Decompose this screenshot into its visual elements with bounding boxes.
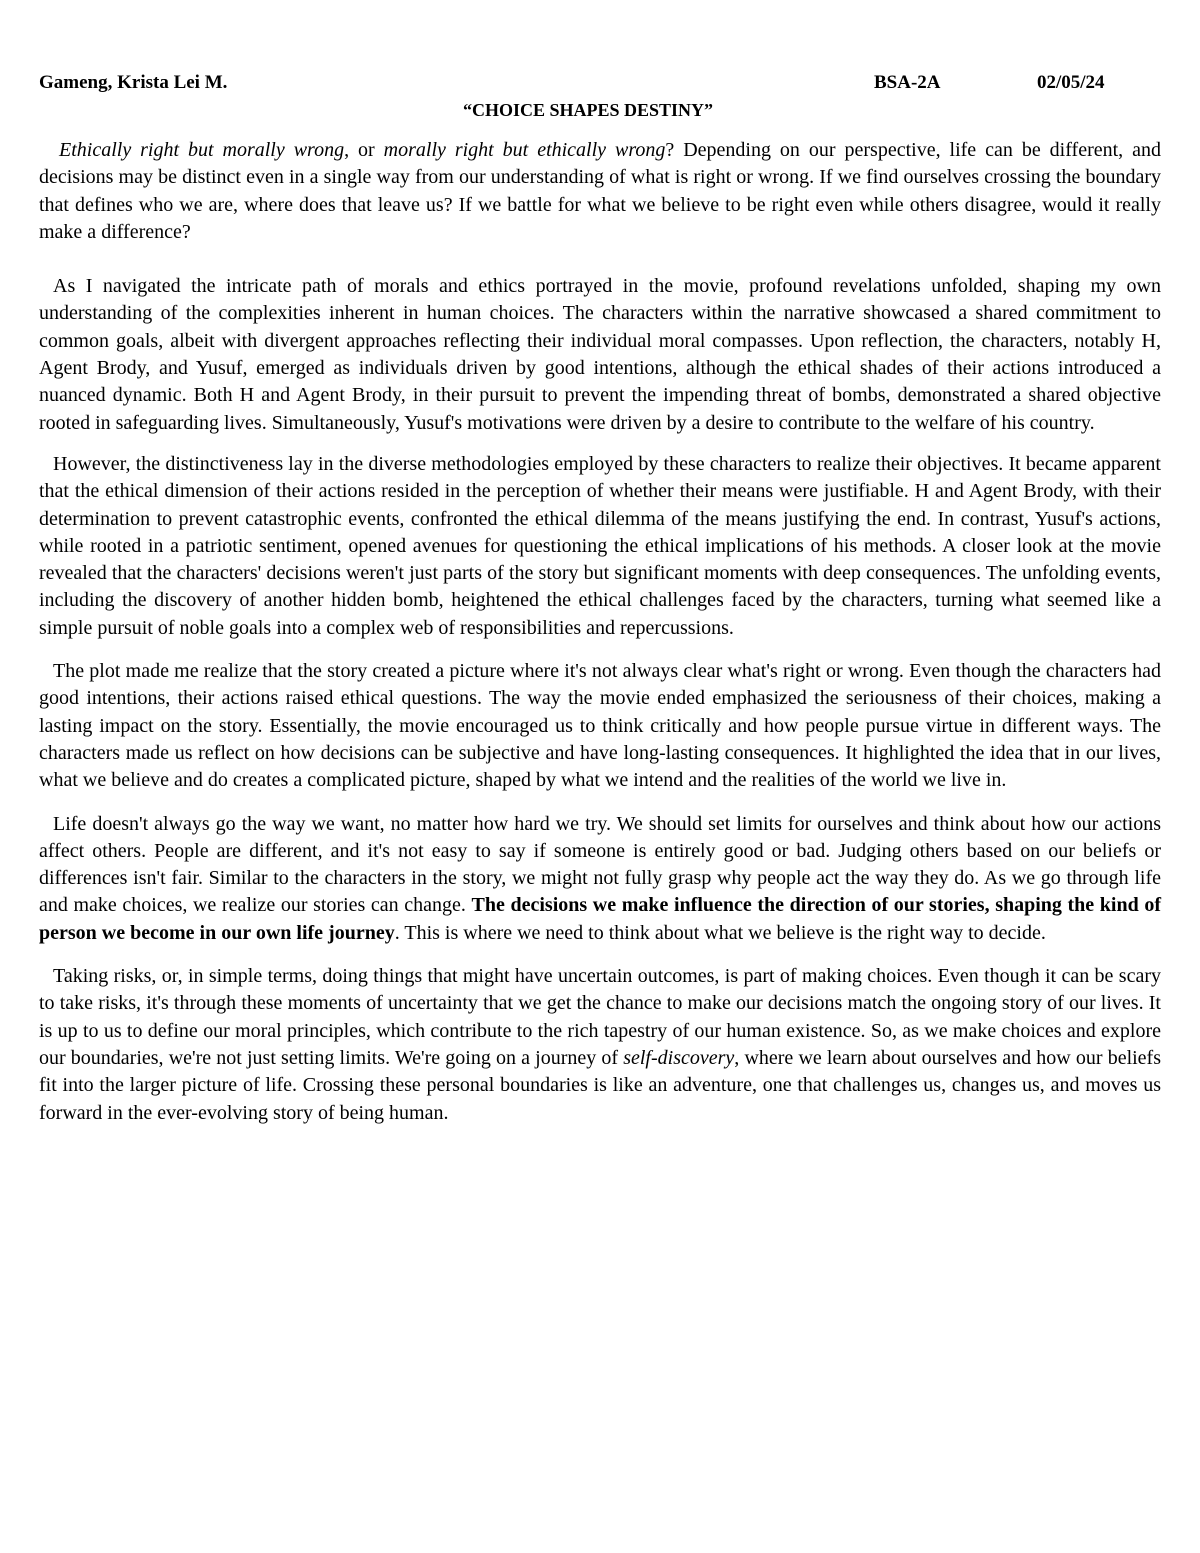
class-section: BSA-2A bbox=[874, 72, 941, 93]
paragraph-text: ? Depending on our perspective, life can be different, and decisions may be distinct even in a single way from our understanding of what is right or wrong. If we find ourselves crossing the boundary that defines who we are, where does that leave us? If we battle for what we believe to be right even while others disagree, would it really make a difference? bbox=[39, 139, 1161, 243]
paragraph-text: . This is where we need to think about what we believe is the right way to decide. bbox=[394, 921, 1046, 944]
essay-body bbox=[39, 137, 1161, 1127]
paragraph-3: However, the distinctiveness lay in the diverse methodologies employed by these characters to realize their objectives. It became apparent that the ethical dimension of their actions resided in the perception of whether their means were justifiable. H and Agent Brody, with their determination to prevent catastrophic events, confronted the ethical dilemma of the means justifying the end. In contrast, Yusuf's actions, while rooted in a patriotic sentiment, opened avenues for questioning the ethical implications of his methods. A closer look at the movie revealed that the characters' decisions weren't just parts of the story but significant moments with deep consequences. The unfolding events, including the discovery of another hidden bomb, heightened the ethical challenges faced by the characters, turning what seemed like a simple pursuit of noble goals into a complex web of responsibilities and repercussions. bbox=[39, 452, 1161, 639]
document-page bbox=[39, 72, 1161, 1141]
paragraph-text: , or bbox=[344, 139, 384, 161]
italic-phrase: Ethically right but morally wrong bbox=[59, 139, 345, 161]
document-date: 02/05/24 bbox=[1037, 72, 1105, 93]
paragraph-text: Taking risks, or, in simple terms, doing things that might have uncertain outcomes, is part of making choices. Even though it can be scary to take risks, it's through these moments of uncertainty that we get the chance to make our decisions match the ongoing story of our lives. It is up to us to define our moral principles, which contribute to the rich tapestry of our human existence. So, as we make choices and explore our boundaries, we're not just setting limits. We're going on a journey of bbox=[39, 965, 1161, 1069]
bold-statement: The decisions we make influence the direction of our stories, shaping the kind of person we become in our own life journey bbox=[39, 894, 1161, 944]
paragraph-6 bbox=[39, 963, 1161, 1127]
document-header bbox=[39, 72, 1161, 98]
paragraph-5 bbox=[39, 811, 1161, 947]
italic-phrase: morally right but ethically wrong bbox=[383, 139, 666, 161]
paragraph-text: , where we learn about ourselves and how our beliefs fit into the larger picture of life. Crossing these personal boundaries is like an adventure, one that challenges us, changes us, and moves us forward in the ever-evolving story of being human. bbox=[39, 1046, 1161, 1124]
italic-phrase: self-discovery bbox=[623, 1046, 735, 1069]
paragraph-1 bbox=[39, 137, 1161, 246]
author-name: Gameng, Krista Lei M. bbox=[39, 72, 228, 93]
paragraph-2: As I navigated the intricate path of morals and ethics portrayed in the movie, profound revelations unfolded, shaping my own understanding of the complexities inherent in human choices. The characters within the narrative showcased a shared commitment to common goals, albeit with divergent approaches reflecting their individual moral compasses. Upon reflection, the characters, notably H, Agent Brody, and Yusuf, emerged as individuals driven by good intentions, although the ethical shades of their actions introduced a nuanced dynamic. Both H and Agent Brody, in their pursuit to prevent the impending threat of bombs, demonstrated a shared objective rooted in safeguarding lives. Simultaneously, Yusuf's motivations were driven by a desire to contribute to the welfare of his country. bbox=[39, 275, 1161, 434]
paragraph-4: The plot made me realize that the story created a picture where it's not always clear what's right or wrong. Even though the characters had good intentions, their actions raised ethical questions. The way the movie ended emphasized the seriousness of their choices, making a lasting impact on the story. Essentially, the movie encouraged us to think critically and how people pursue virtue in different ways. The characters made us reflect on how decisions can be subjective and have long-lasting consequences. It highlighted the idea that in our lives, what we believe and do creates a complicated picture, shaped by what we intend and the realities of the world we live in. bbox=[39, 660, 1161, 792]
essay-title: “CHOICE SHAPES DESTINY” bbox=[462, 100, 714, 120]
paragraph-text: Life doesn't always go the way we want, no matter how hard we try. We should set limits for ourselves and think about how our actions affect others. People are different, and it's not easy to say if someone is entirely good or bad. Judging others based on our beliefs or differences isn't fair. Similar to the characters in the story, we might not fully grasp why people act the way they do. As we go through life and make choices, we realize our stories can change. bbox=[39, 812, 1161, 917]
